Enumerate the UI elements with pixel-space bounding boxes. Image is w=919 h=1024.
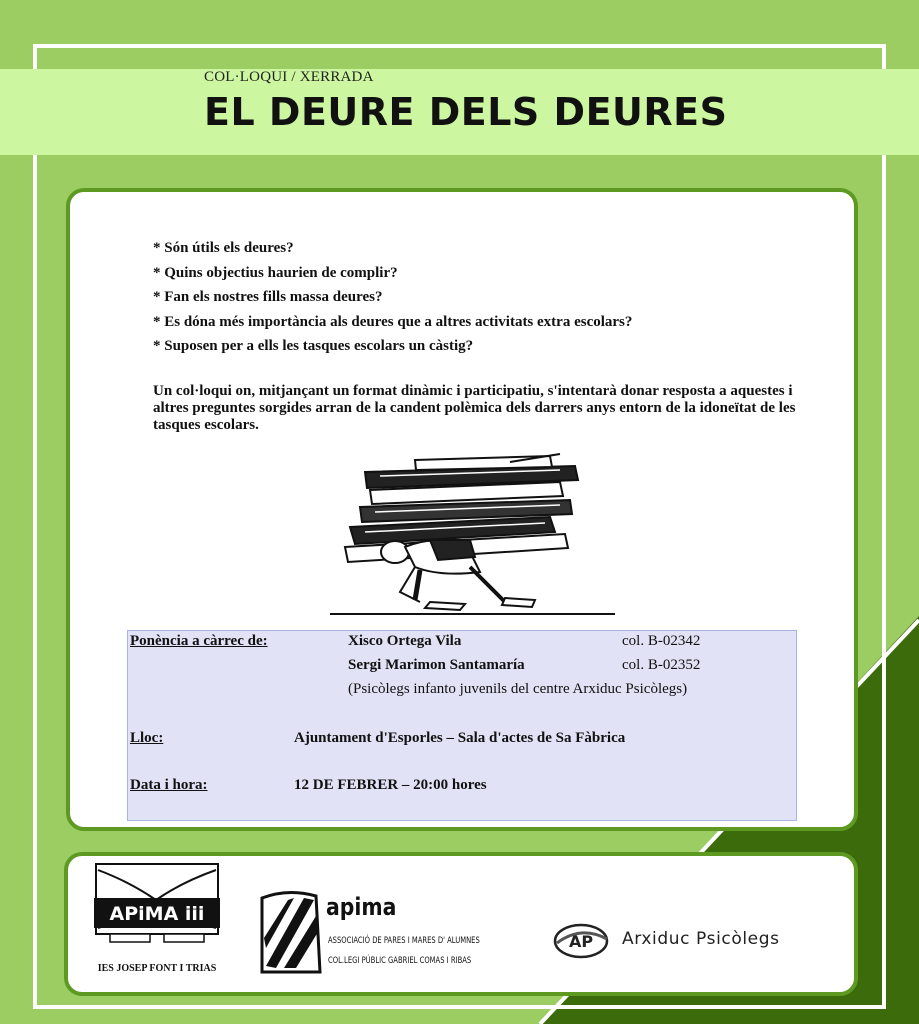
logo1-caption: IES JOSEP FONT I TRIAS: [97, 963, 217, 974]
speakers-note: (Psicòlegs infanto juvenils del centre Arxiduc Psicòlegs): [348, 681, 688, 697]
speaker1-col: col. B-02342: [622, 633, 701, 649]
speaker2-col: col. B-02352: [622, 657, 701, 673]
date-value: 12 DE FEBRER – 20:00 hores: [294, 777, 487, 793]
student-carrying-books-illustration: [320, 452, 620, 618]
logo2-line1: ASSOCIACIÓ DE PARES I MARES D' ALUMNES: [328, 936, 480, 946]
date-label: Data i hora:: [130, 777, 208, 793]
logo2-name: apima: [326, 893, 397, 921]
apima-ies-logo: [90, 862, 224, 962]
intro-paragraph: Un col·loqui on, mitjançant un format dinàmic i participatiu, s'intentarà donar resposta a aquestes i altres preguntes sorgides arran de la candent polèmica dels darrers anys entorn de la idoneïtat de les tasques escolars.: [153, 383, 796, 433]
question-item: * Suposen per a ells les tasques escolars un càstig?: [153, 338, 474, 354]
question-list: [153, 236, 632, 359]
arxiduc-psicologs-logo: [551, 921, 615, 961]
apima-comas-logo: [258, 888, 324, 976]
logo3-mark: AP: [568, 932, 594, 951]
question-item: * Són útils els deures?: [153, 240, 294, 256]
apima-logo-text: APiMA iii: [109, 903, 205, 925]
logo2-line2: COL.LEGI PÚBLIC GABRIEL COMAS I RIBAS: [328, 956, 472, 966]
speaker2-name: Sergi Marimon Santamaría: [348, 657, 525, 673]
question-item: * Quins objectius haurien de complir?: [153, 264, 398, 281]
speaker1-name: Xisco Ortega Vila: [348, 633, 462, 649]
event-type-kicker: COL·LOQUI / XERRADA: [204, 69, 374, 85]
question-item: * Es dóna més importància als deures que a altres activitats extra escolars?: [153, 313, 633, 330]
speakers-label: Ponència a càrrec de:: [130, 633, 268, 649]
logo3-name: Arxiduc Psicòlegs: [622, 929, 780, 949]
place-value: Ajuntament d'Esporles – Sala d'actes de Sa Fàbrica: [294, 730, 626, 746]
question-item: * Fan els nostres fills massa deures?: [153, 289, 383, 305]
place-label: Lloc:: [130, 730, 164, 746]
page-title: EL DEURE DELS DEURES: [204, 90, 728, 134]
